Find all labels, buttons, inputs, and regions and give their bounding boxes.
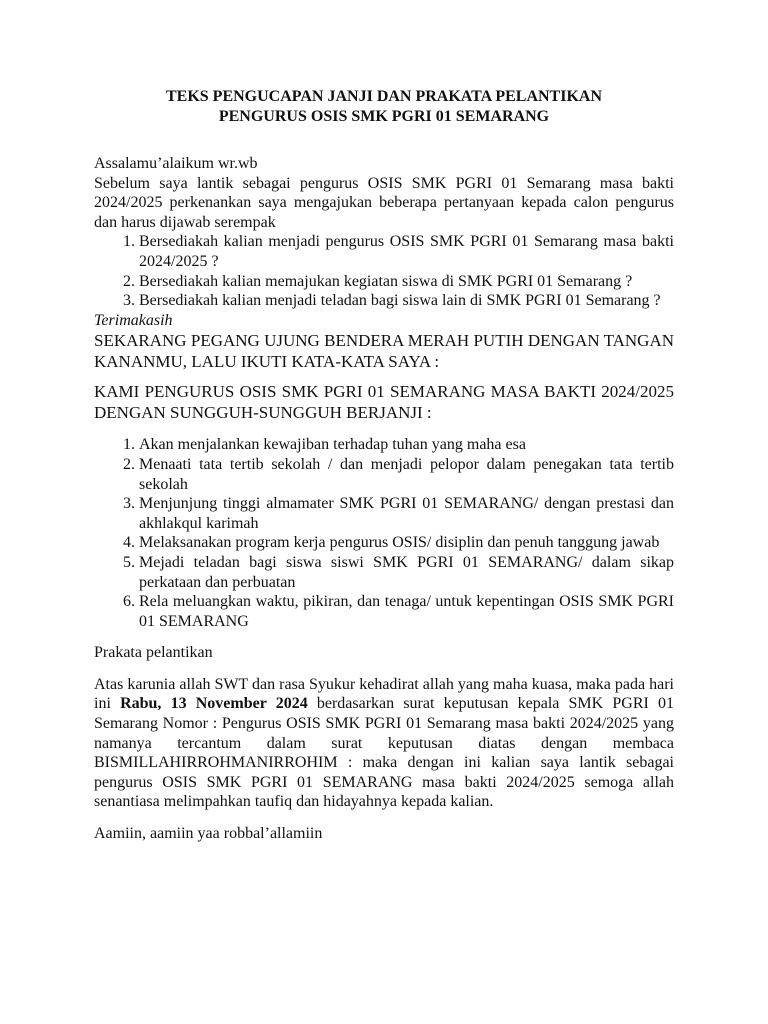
question-item: 1. Bersediakah kalian menjadi pengurus OSIS SMK PGRI 01 Semarang masa bakti 2024/2025 ? [139, 232, 674, 271]
closing-text: Aamiin, aamiin yaa robbal’allamiin [94, 825, 323, 843]
title-line-1: TEKS PENGUCAPAN JANJI DAN PRAKATA PELANTIKAN [165, 88, 603, 105]
oath-item: 1. Akan menjalankan kewajiban terhadap tuhan yang maha esa [139, 435, 674, 455]
instruction-text: SEKARANG PEGANG UJUNG BENDERA MERAH PUTIH DENGAN TANGAN KANANMU, LALU IKUTI KATA-KATA SAYA : [94, 331, 674, 372]
document-title [94, 87, 674, 127]
oath-item: 2. Menaati tata tertib sekolah / dan menjadi pelopor dalam penegakan tata tertib sekolah [139, 455, 674, 494]
question-item: 3. Bersediakah kalian menjadi teladan bagi siswa lain di SMK PGRI 01 Semarang ? [139, 291, 674, 311]
intro-paragraph: Sebelum saya lantik sebagai pengurus OSIS SMK PGRI 01 Semarang masa bakti 2024/2025 perkenankan saya mengajukan beberapa pertanyaan kepada calon pengurus dan harus dijawab serempak [94, 174, 674, 231]
prakata-text-after: berdasarkan surat keputusan kepala SMK PGRI 01 Semarang Nomor : Pengurus OSIS SMK PGRI 01 Semarang masa bakti 2024/2025 yang namanya tercantum dalam surat keputusan diatas dengan membaca BISMILLAHIRROHMANIRROHIM : maka dengan ini kalian saya lantik sebagai pengurus OSIS SMK PGRI 01 SEMARANG masa bakti 2024/2025 semoga allah senantiasa melimpahkan taufiq dan hidayahnya kepada kalian. [94, 695, 674, 811]
oath-list [94, 435, 674, 631]
title-line-2: PENGURUS OSIS SMK PGRI 01 SEMARANG [218, 108, 550, 125]
thanks-text: Terimakasih [94, 311, 173, 329]
oath-intro-text: KAMI PENGURUS OSIS SMK PGRI 01 SEMARANG MASA BAKTI 2024/2025 DENGAN SUNGGUH-SUNGGUH BERJANJI : [94, 382, 674, 423]
oath-item: 4. Melaksanakan program kerja pengurus OSIS/ disiplin dan penuh tanggung jawab [139, 533, 674, 553]
prakata-paragraph [94, 675, 674, 812]
oath-item: 6. Rela meluangkan waktu, pikiran, dan tenaga/ untuk kepentingan OSIS SMK PGRI 01 SEMARANG [139, 592, 674, 631]
oath-item: 3. Menjunjung tinggi almamater SMK PGRI 01 SEMARANG/ dengan prestasi dan akhlakqul karimah [139, 494, 674, 533]
prakata-heading: Prakata pelantikan [94, 644, 213, 662]
prakata-text-before: Atas karunia allah SWT dan rasa Syukur kehadirat allah yang maha kuasa, maka pada hari ini [94, 675, 674, 713]
oath-item: 5. Mejadi teladan bagi siswa siswi SMK PGRI 01 SEMARANG/ dalam sikap perkataan dan perbuatan [139, 553, 674, 592]
question-item: 2. Bersediakah kalian memajukan kegiatan siswa di SMK PGRI 01 Semarang ? [139, 272, 674, 292]
document-page [94, 87, 674, 844]
question-list [94, 232, 674, 310]
greeting-text: Assalamu’alaikum wr.wb [94, 155, 258, 172]
prakata-date: Rabu, 13 November 2024 [120, 695, 308, 713]
